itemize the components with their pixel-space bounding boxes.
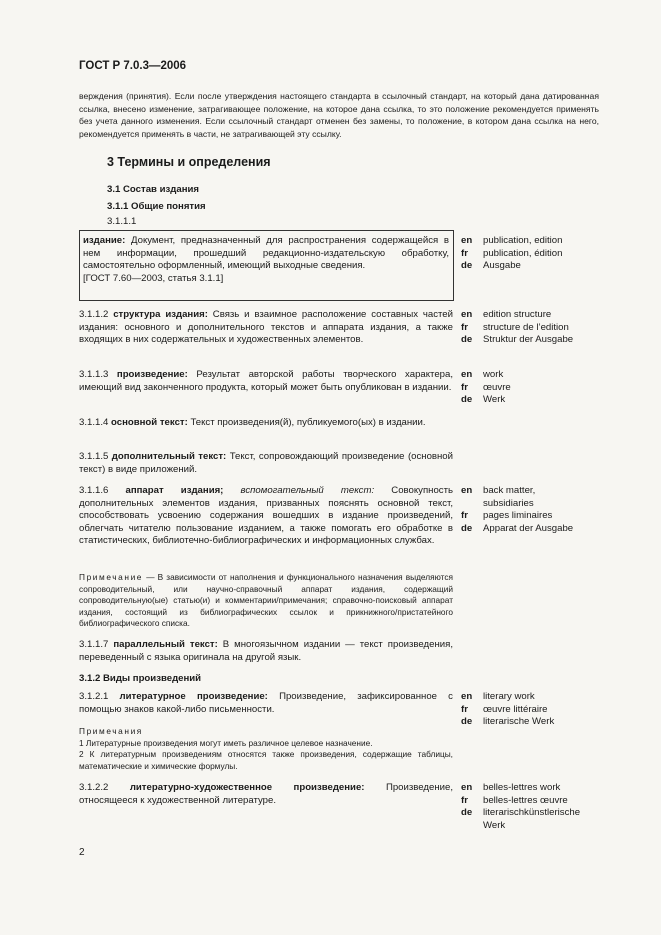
text-span: de <box>461 394 473 406</box>
text-span: — В зависимости от наполнения и функционального назначения выделяются сопроводительный, или научно-справочный аппарат издания, содержащий сопроводительную(ые) статью(и) и комментарии/примечания; справочно-поисковый аппарат издания, состоящий из библиографических ссылок и прикнижного/пристатейного библиографического списка. <box>79 572 453 629</box>
text-span: literarische Werk <box>483 716 555 728</box>
text-span: 3.1.1.5 <box>79 451 109 462</box>
text-span: Результат авторской работы творческого характера, имеющий вид законченного продукта, который может быть опубликован в издании. <box>79 369 454 393</box>
text-span: fr <box>461 321 468 333</box>
text-span: вспомогательный текст: <box>240 485 375 496</box>
document-header: ГОСТ Р 7.0.3—2006 <box>79 60 187 72</box>
text-span: pages liminaires <box>483 510 553 522</box>
text-span: fr <box>461 510 468 522</box>
text-span: de <box>461 334 473 346</box>
text-span: back matter, subsidiaries <box>483 485 536 509</box>
notes <box>79 726 453 772</box>
text-span: Struktur der Ausgabe <box>483 334 574 346</box>
term-entry <box>79 369 453 394</box>
text-span: Текст произведения(й), публикуемого(ых) в издании. <box>190 417 426 428</box>
term-entry <box>79 782 453 807</box>
text-span: Произведение, зафиксированное с помощью знаков какой-либо письменности. <box>79 691 453 715</box>
text-span: Примечание <box>79 572 144 582</box>
text-span: Совокупность дополнительных элементов издания, призванных пояснять основной текст, способствовать усвоению содержания вошедших в издание произведений, облегчать читателю пользование изданием, а также помогать его обработке в статистических, библиотечно-библиографических и информационных службах. <box>79 485 453 547</box>
text-span: literary work <box>483 691 535 702</box>
term-reference: [ГОСТ 7.60—2003, статья 3.1.1] <box>83 272 224 284</box>
term-entry <box>79 691 453 716</box>
text-span: Связь и взаимное расположение составных частей издания: основного и дополнительного текстов и аппарата издания, а также входящих в них содержательных и художественных элементов. <box>79 309 453 346</box>
text-span: произведение: <box>116 369 188 380</box>
text-span: аппарат издания; <box>125 485 224 496</box>
term-entry <box>83 235 449 285</box>
term-entry <box>79 451 453 476</box>
text-span: Werk <box>483 394 506 406</box>
text-span: Apparat der Ausgabe <box>483 522 574 534</box>
text-span: belles-lettres œuvre <box>483 794 568 806</box>
text-span: œuvre littéraire <box>483 703 548 715</box>
subsection-3-1-1-1: 3.1.1.1 <box>107 216 137 227</box>
intro-paragraph: верждения (принятия). Если после утверждения настоящего стандарта в ссылочный стандарт, на который дана датированная ссылка, внесено изменение, затрагивающее положение, на которое дана ссылка, то это положение рекомендуется применять без учета данного изменения. Если ссылочный стандарт отменен без замены, то положение, в котором дана ссылка на него, рекомендуется применять в части, не затрагивающей эту ссылку. <box>79 91 599 139</box>
text-span: основной текст: <box>111 417 188 428</box>
text-span: литературное произведение: <box>119 691 268 702</box>
text-span: Ausgabe <box>483 260 521 272</box>
text-span: Текст, сопровождающий произведение (основной текст) в виде приложений. <box>79 451 453 475</box>
text-span: en <box>461 782 473 793</box>
text-span: Произведение, относящееся к художественной литературе. <box>79 782 453 806</box>
text-span: 2 К литературным произведениям относятся также произведения, содержащие таблицы, математические и химические формулы. <box>79 749 453 771</box>
text-span: литературно-художественное произведение: <box>129 782 365 793</box>
text-span: de <box>461 260 473 272</box>
subsection-3-1-2: 3.1.2 Виды произведений <box>79 673 202 684</box>
text-span: fr <box>461 247 468 259</box>
text-span: структура издания: <box>113 309 208 320</box>
term-translations <box>461 691 601 729</box>
term-entry <box>79 485 453 548</box>
term-entry <box>79 417 453 430</box>
text-span: de <box>461 522 473 534</box>
text-span: en <box>461 309 473 320</box>
term-translations <box>461 369 601 407</box>
text-span: de <box>461 807 473 819</box>
text-span: work <box>483 369 504 380</box>
text-span: structure de l’edition <box>483 321 569 333</box>
text-span: belles-lettres work <box>483 782 561 793</box>
text-span: 3.1.2.2 <box>79 782 109 793</box>
text-span: en <box>461 369 473 380</box>
term-translations <box>461 485 601 535</box>
text-span: en <box>461 691 473 702</box>
text-span: fr <box>461 794 468 806</box>
subsection-3-1: 3.1 Состав издания <box>107 184 199 195</box>
text-span: 3.1.1.7 <box>79 639 109 650</box>
term-entry <box>79 639 453 664</box>
subsection-3-1-1: 3.1.1 Общие понятия <box>107 201 206 212</box>
page-number: 2 <box>79 847 85 858</box>
text-span: 3.1.1.3 <box>79 369 109 380</box>
term-translations <box>461 309 601 347</box>
text-span: fr <box>461 703 468 715</box>
text-span: В многоязычном издании — текст произведения, переведенный с языка оригинала на другой язык. <box>79 639 453 663</box>
term-entry <box>79 309 453 347</box>
text-span: 3.1.1.2 <box>79 309 109 320</box>
text-span: 3.1.2.1 <box>79 691 109 702</box>
text-span: Примечания <box>79 726 143 736</box>
text-span: дополнительный текст: <box>111 451 227 462</box>
term-definition: Документ, предназначенный для распространения содержащейся в нем информации, прошедший редакционно-издательскую обработку, самостоятельно оформленный, имеющий выходные сведения. <box>83 235 449 272</box>
term-translations <box>461 782 603 832</box>
text-span: de <box>461 716 473 728</box>
text-span: en <box>461 485 473 496</box>
text-span: 3.1.1.6 <box>79 485 109 496</box>
text-span: fr <box>461 381 468 393</box>
text-span: 3.1.1.4 <box>79 417 109 428</box>
text-span: edition structure <box>483 309 552 320</box>
text-span: literarischkünstlerische Werk <box>483 807 581 831</box>
note <box>79 572 453 630</box>
section-title: 3 Термины и определения <box>107 155 271 169</box>
text-span: en <box>461 235 473 246</box>
term-name: издание: <box>83 235 126 246</box>
text-span: 1 Литературные произведения могут иметь различное целевое назначение. <box>79 737 373 748</box>
term-translations <box>461 235 601 273</box>
text-span: publication, edition <box>483 235 563 246</box>
text-span: œuvre <box>483 381 511 393</box>
text-span: publication, édition <box>483 247 563 259</box>
text-span: параллельный текст: <box>113 639 218 650</box>
